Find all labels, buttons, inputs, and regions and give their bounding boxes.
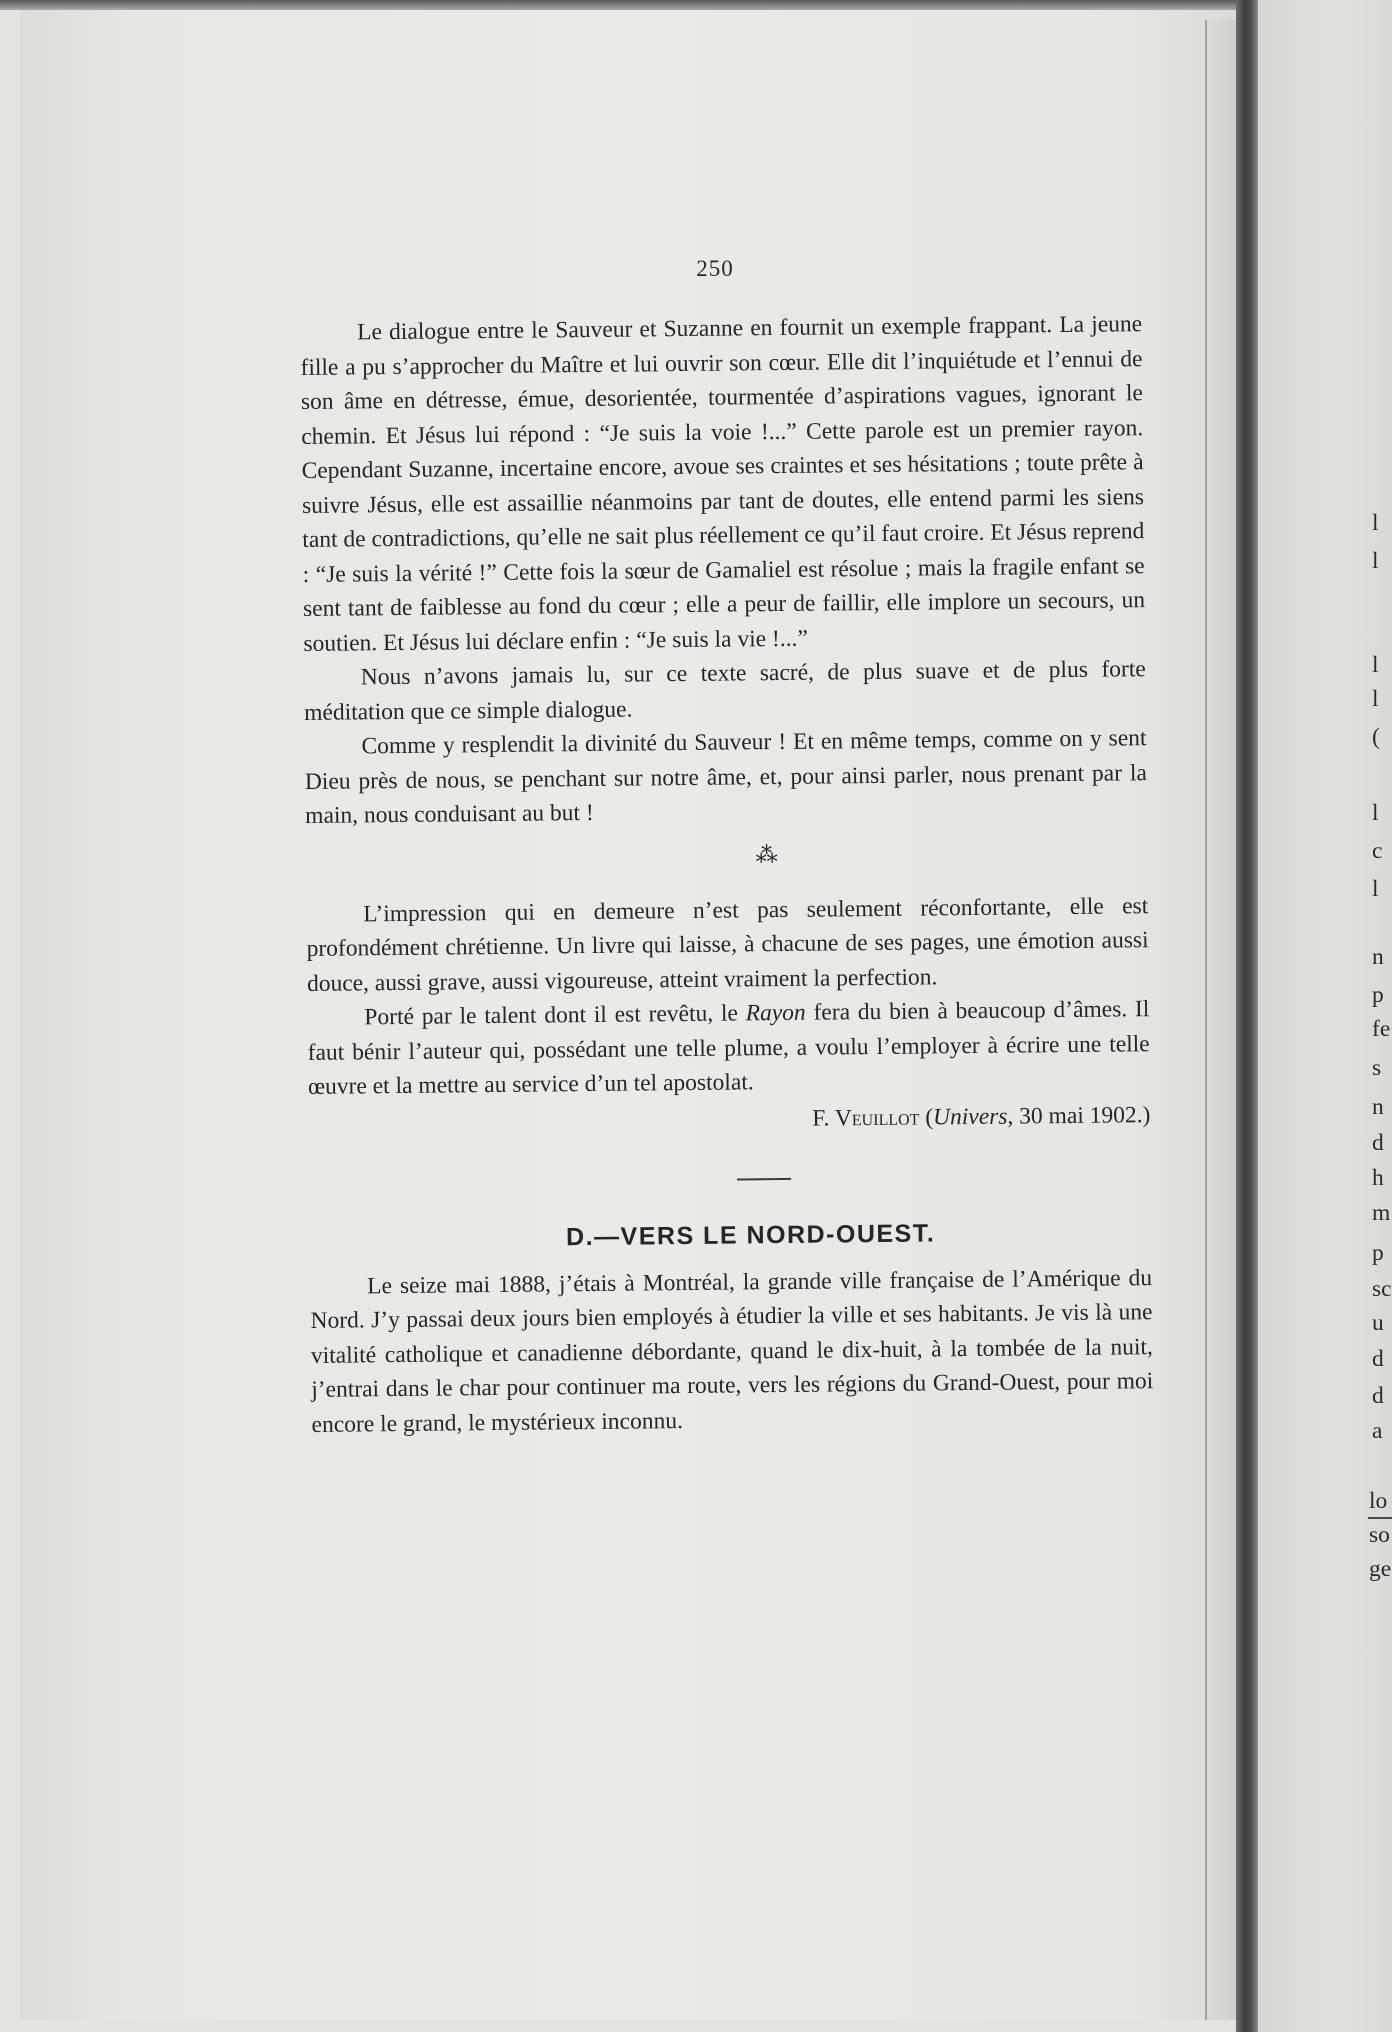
facing-page-fragment: n: [1372, 1094, 1384, 1120]
facing-page-fragment: so: [1369, 1522, 1390, 1548]
paragraph: L’impression qui en demeure n’est pas seulement réconfortante, elle est profondément chrétienne. Un livre qui laisse, à chacune de ses pages, une émotion aussi douce, aussi grave, aussi vigoureuse, atteint vraiment la perfection.: [306, 892, 1149, 997]
facing-page-fragment: l: [1372, 800, 1379, 826]
paragraph-text: Porté par le talent dont il est revêtu, le: [364, 1000, 746, 1031]
book-title-italic: Rayon: [745, 999, 806, 1027]
facing-page-rule: [1368, 1517, 1392, 1519]
paragraph: Le seize mai 1888, j’étais à Montréal, la grande ville française de l’Amérique du Nord. J’y passai deux jours bien employés à étudier la ville et ses habitants. Je vis là une vitalité catholique et canadienne débordante, quand le dix-huit, à la tombée de la nuit, j’entrai dans le char pour continuer ma route, vers les régions du Grand-Ouest, pour moi encore le grand, le mystérieux inconnu.: [310, 1264, 1154, 1438]
paragraph-text: fera du bien à beaucoup d’âmes. Il faut bénir l’auteur qui, possédant une telle plume, a voulu l’employer à écrire une telle œuvre et la mettre au service d’un tel apostolat.: [307, 996, 1150, 1100]
facing-page-fragment: a: [1372, 1418, 1383, 1444]
facing-page-fragment: lo: [1369, 1488, 1388, 1514]
paragraph: Le dialogue entre le Sauveur et Suzanne en fournit un exemple frappant. La jeune fille a pu s’approcher du Maître et lui ouvrir son cœur. Elle dit l’inquiétude et l’ennui de son âme en détresse, émue, desorientée, tourmentée d’aspirations vagues, ignorant le chemin. Et Jésus lui répond : “Je suis la voie !...” Cette parole est un premier rayon. Cependant Suzanne, incertaine encore, avoue ses craintes et ses hésitations ; toute prête à suivre Jésus, elle est assaillie néanmoins par tant de doutes, elle entend parmi les siens tant de contradictions, qu’elle ne sait plus réellement ce qu’il faut croire. Et Jésus reprend : “Je suis la vérité !” Cette fois la sœur de Gamaliel est résolue ; mais la fragile enfant se sent tant de faiblesse au fond du cœur ; elle a peur de faillir, elle implore un secours, un soutien. Et Jésus lui déclare enfin : “Je suis la vie !...”: [300, 311, 1146, 657]
facing-page-fragment: p: [1372, 1240, 1384, 1266]
page-text: [300, 307, 1154, 1442]
attribution-source: Univers: [932, 1103, 1008, 1130]
facing-page-fragment: l: [1372, 686, 1379, 712]
paragraph: Nous n’avons jamais lu, sur ce texte sacré, de plus suave et de plus forte méditation que ce simple dialogue.: [304, 656, 1146, 726]
facing-page-fragment: fe: [1372, 1016, 1391, 1042]
scan-top-edge: [0, 0, 1392, 10]
facing-page-fragment: s: [1372, 1055, 1382, 1081]
facing-page-fragment: ge: [1369, 1556, 1392, 1582]
facing-page-fragment: d: [1372, 1383, 1384, 1409]
facing-page-fragment: h: [1372, 1165, 1384, 1191]
page-fore-edge: [1205, 20, 1237, 2020]
section-heading: D.—VERS LE NORD-OUEST.: [565, 1219, 936, 1252]
asterism-separator: ⁂: [755, 841, 778, 867]
book-gutter: [1236, 0, 1258, 2032]
section-divider: [737, 1178, 791, 1181]
facing-page-fragment: l: [1372, 510, 1379, 536]
facing-page-fragment: d: [1372, 1130, 1384, 1156]
facing-page-fragment: n: [1372, 944, 1384, 970]
attribution-open: (: [919, 1103, 934, 1131]
facing-page-fragment: c: [1372, 838, 1383, 864]
facing-page-fragment: u: [1372, 1310, 1384, 1336]
attribution-date: , 30 mai 1902.): [1007, 1101, 1151, 1130]
facing-page-fragment: l: [1372, 548, 1379, 574]
page-number: 250: [696, 256, 734, 281]
paragraph: [307, 992, 1150, 1104]
facing-page-fragment: l: [1372, 652, 1379, 678]
facing-page-fragment: l: [1372, 876, 1379, 902]
facing-page-fragment: p: [1372, 982, 1384, 1008]
facing-page-fragment: (: [1372, 724, 1380, 750]
attribution: [308, 1098, 1150, 1141]
facing-page-fragment: m: [1372, 1200, 1391, 1226]
facing-page-fragment: sc: [1372, 1276, 1392, 1302]
paragraph: Comme y resplendit la divinité du Sauveur ! Et en même temps, comme on y sent Dieu près de nous, se penchant sur notre âme, et, pour ainsi parler, nous prenant par la main, nous conduisant au but !: [304, 725, 1147, 829]
facing-page-fragment: d: [1372, 1346, 1384, 1372]
attribution-author: F. Veuillot: [812, 1104, 920, 1132]
